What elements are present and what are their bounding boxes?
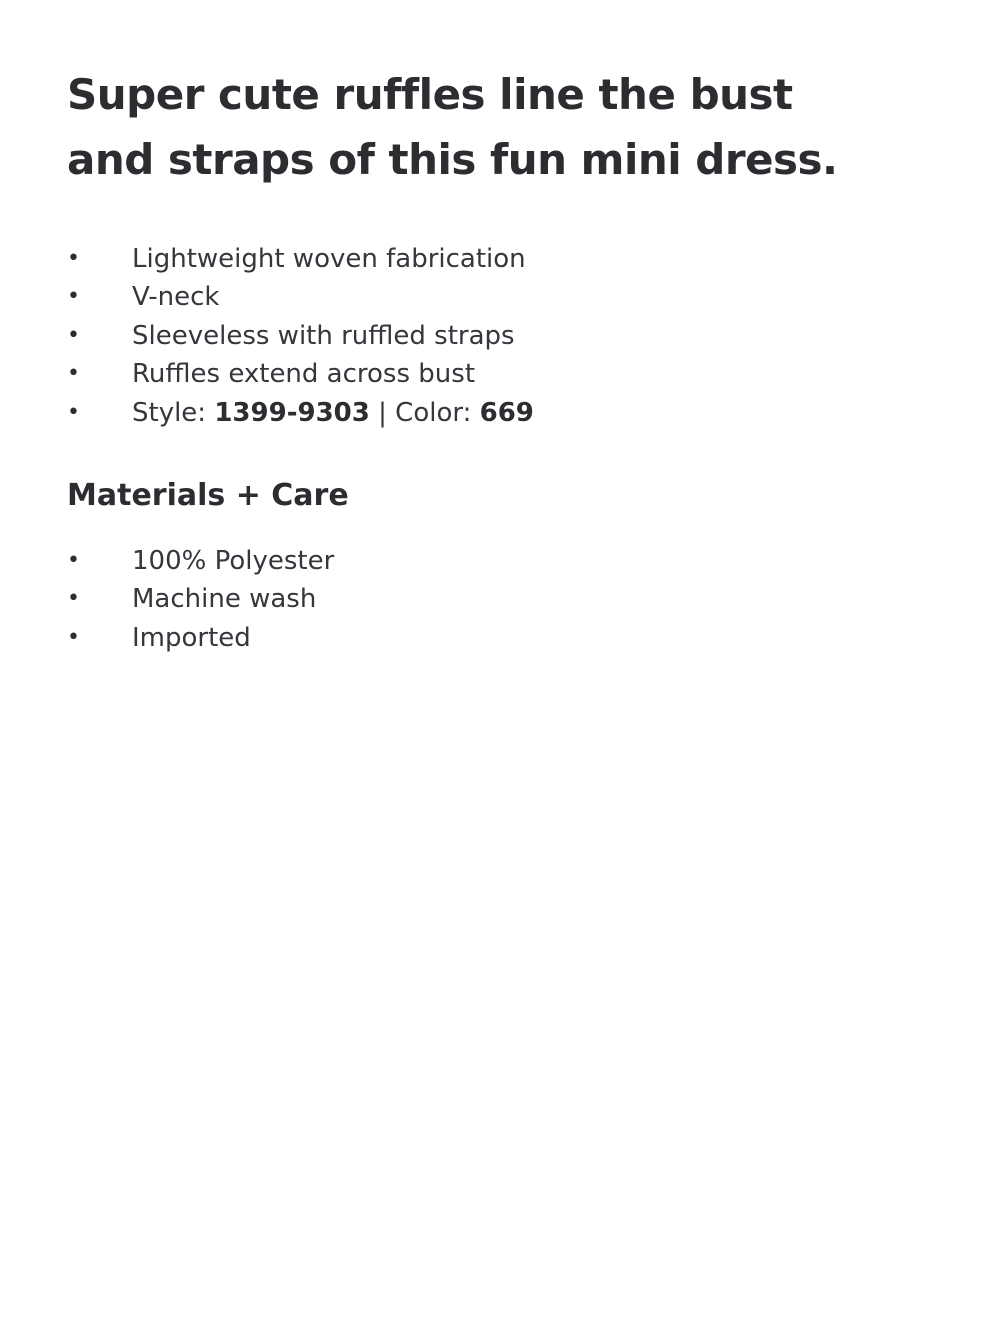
- product-description: [67, 62, 947, 657]
- feature-list: [67, 240, 947, 432]
- list-item: [67, 355, 947, 393]
- materials-care-heading: Materials + Care: [67, 478, 349, 514]
- feature-text: Sleeveless with ruffled straps: [132, 320, 515, 351]
- materials-list: [67, 542, 947, 657]
- style-color-separator: |: [369, 397, 396, 428]
- material-text: 100% Polyester: [132, 546, 335, 577]
- bullet-icon: •: [67, 586, 80, 612]
- product-headline: Super cute ruffles line the bust and straps of this fun mini dress.: [67, 70, 838, 184]
- feature-text: V-neck: [132, 282, 220, 313]
- bullet-icon: •: [67, 284, 80, 310]
- list-item: [67, 619, 947, 657]
- bullet-icon: •: [67, 399, 80, 425]
- material-text: Machine wash: [132, 584, 317, 615]
- bullet-icon: •: [67, 624, 80, 650]
- color-label: Color:: [395, 397, 480, 428]
- material-text: Imported: [132, 622, 251, 653]
- feature-text: Ruffles extend across bust: [132, 359, 476, 390]
- list-item: [67, 317, 947, 355]
- style-number: 1399-9303: [214, 397, 370, 428]
- bullet-icon: •: [67, 322, 80, 348]
- bullet-icon: •: [67, 548, 80, 574]
- style-color-item: [67, 394, 947, 432]
- style-label: Style:: [132, 397, 215, 428]
- list-item: [67, 580, 947, 618]
- color-code: 669: [479, 397, 534, 428]
- list-item: [67, 542, 947, 580]
- bullet-icon: •: [67, 361, 80, 387]
- bullet-icon: •: [67, 246, 80, 271]
- feature-text: Lightweight woven fabrication: [132, 244, 526, 274]
- list-item: [67, 278, 947, 316]
- list-item: [67, 240, 947, 278]
